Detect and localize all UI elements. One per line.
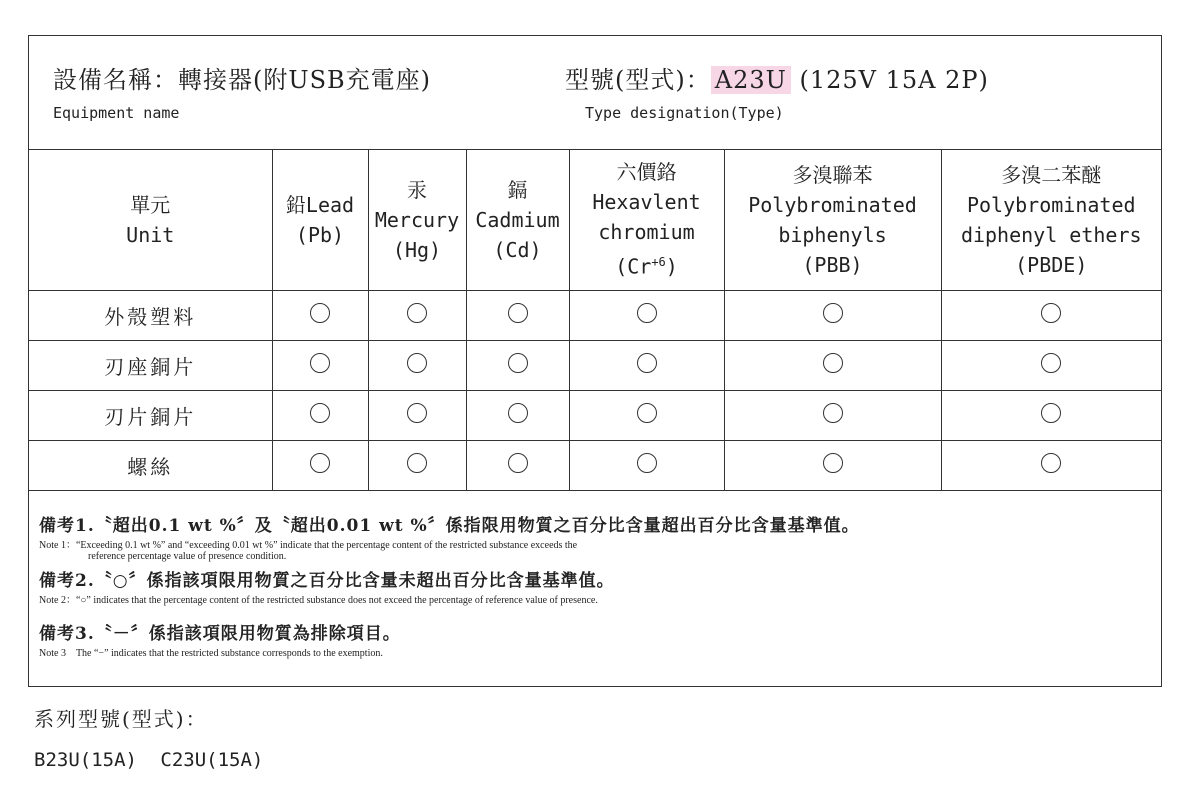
col-hexavalent-chromium: 六價鉻 Hexavlent chromium $(Cr^{+6})$: [569, 149, 724, 291]
type-designation-zh: [565, 60, 989, 95]
circle-icon: [407, 353, 427, 373]
circle-icon: [508, 453, 528, 473]
notes-section: [39, 511, 1149, 659]
col-unit: 單元 Unit: [29, 149, 272, 291]
table-header-row: [29, 149, 1161, 291]
row-unit-label: 刃片銅片: [29, 391, 272, 441]
note-2-en: Note 2：“○” indicates that the percentage content of the restricted substance does not exceed the percentage of reference value of presence.: [39, 595, 598, 606]
note-3-en: Note 3 The “−” indicates that the restricted substance corresponds to the exemption.: [39, 648, 383, 659]
table-row: [29, 341, 1161, 391]
header-section: [29, 36, 1161, 150]
circle-icon: [823, 453, 843, 473]
table-row: [29, 291, 1161, 341]
circle-icon: [823, 403, 843, 423]
col-lead: 鉛Lead (Pb): [272, 149, 368, 291]
type-value-highlight: A23U: [711, 66, 791, 94]
series-models: B23U(15A) C23U(15A): [34, 749, 264, 771]
circle-icon: [637, 453, 657, 473]
circle-icon: [310, 403, 330, 423]
type-rating: (125V 15A 2P): [790, 66, 989, 94]
series-label: 系列型號(型式)：: [34, 707, 208, 731]
note-3-zh: 備考3.〝－〞係指該項限用物質為排除項目。: [39, 624, 401, 644]
circle-icon: [407, 453, 427, 473]
equipment-name-en: Equipment name: [53, 104, 180, 122]
circle-icon: [407, 403, 427, 423]
note-1-en: Note 1：“Exceeding 0.1 wt %” and “exceeding 0.01 wt %” indicate that the percentage content of the restricted substance exceeds the: [39, 540, 578, 551]
circle-icon: [1041, 353, 1061, 373]
note-2-zh: 備考2.〝○〞係指該項限用物質之百分比含量未超出百分比含量基準值。: [39, 571, 615, 591]
col-cadmium: 鎘 Cadmium (Cd): [466, 149, 569, 291]
col-pbb: 多溴聯苯 Polybrominated biphenyls (PBB): [724, 149, 941, 291]
circle-icon: [637, 403, 657, 423]
circle-icon: [508, 403, 528, 423]
substance-table: [29, 149, 1161, 491]
table-row: [29, 391, 1161, 441]
col-pbde: 多溴二苯醚 Polybrominated diphenyl ethers (PBDE): [941, 149, 1161, 291]
table-row: [29, 441, 1161, 491]
row-unit-label: 外殼塑料: [29, 291, 272, 341]
row-unit-label: 螺絲: [29, 441, 272, 491]
circle-icon: [637, 303, 657, 323]
type-designation-en: Type designation(Type): [585, 104, 784, 122]
col-mercury: 汞 Mercury (Hg): [368, 149, 466, 291]
circle-icon: [407, 303, 427, 323]
circle-icon: [1041, 403, 1061, 423]
circle-icon: [310, 453, 330, 473]
circle-icon: [1041, 453, 1061, 473]
type-label: 型號(型式)：: [565, 66, 711, 94]
circle-icon: [823, 353, 843, 373]
circle-icon: [508, 303, 528, 323]
note-1-zh: 備考1.〝超出0.1 wt %〞及〝超出0.01 wt %〞係指限用物質之百分比含量超出百分比含量基準值。: [39, 516, 860, 536]
circle-icon: [310, 353, 330, 373]
circle-icon: [637, 353, 657, 373]
circle-icon: [508, 353, 528, 373]
circle-icon: [1041, 303, 1061, 323]
rohs-declaration-frame: [28, 35, 1162, 687]
note-1-en-cont: reference percentage value of presence condition.: [88, 551, 287, 562]
row-unit-label: 刃座銅片: [29, 341, 272, 391]
equipment-name-zh: 設備名稱：轉接器(附USB充電座): [53, 66, 432, 94]
circle-icon: [310, 303, 330, 323]
circle-icon: [823, 303, 843, 323]
